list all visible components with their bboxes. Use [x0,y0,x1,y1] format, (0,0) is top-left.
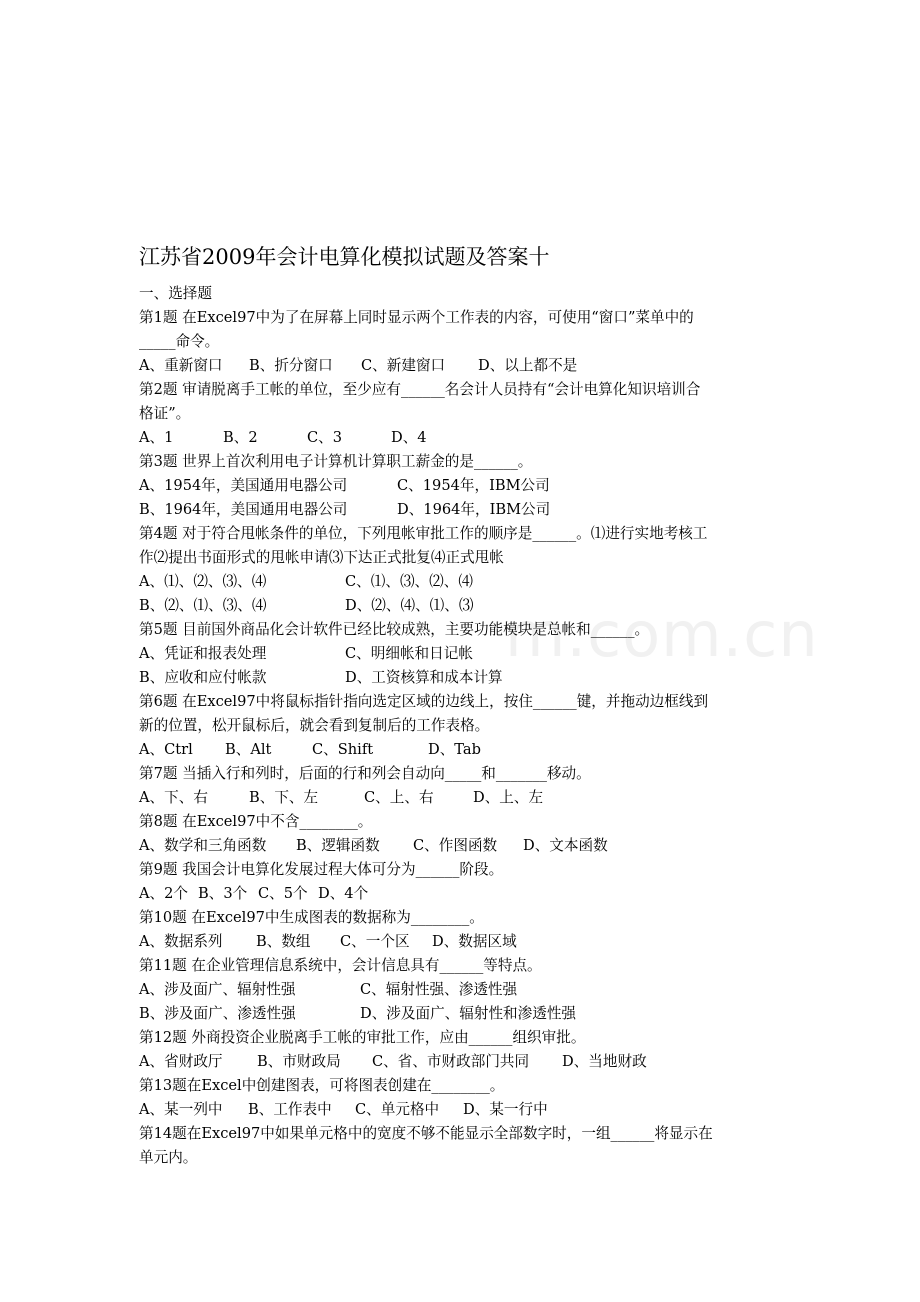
document-body [139,282,784,1170]
question-6-text: 第6题 在Excel97中将鼠标指针指向选定区域的边线上，按住______键，并拖动边框线到 [139,693,709,710]
option-d: D、上、左 [473,789,544,806]
question-3-text: 第3题 世界上首次利用电子计算机计算职工薪金的是______。 [139,453,533,470]
option-c: C、上、右 [364,789,434,806]
question-14-text: 第14题在Excel97中如果单元格中的宽度不够不能显示全部数字时，一组______将显示在 [139,1125,713,1142]
option-a: A、数据系列 [139,933,223,950]
question-2-text: 第2题 审请脱离手工帐的单位，至少应有______名会计人员持有“会计电算化知识培训合 [139,381,701,398]
option-b: B、逻辑函数 [296,837,380,854]
option-b: B、工作表中 [248,1101,332,1118]
option-c: C、省、市财政部门共同 [372,1053,530,1070]
option-c: C、单元格中 [355,1101,440,1118]
option-a: A、⑴、⑵、⑶、⑷ [139,573,267,590]
question-2-options [139,426,784,450]
question-7-options [139,786,784,810]
option-a: A、重新窗口 [139,357,223,374]
question-4-options-row2 [139,594,784,618]
option-c: C、一个区 [340,933,410,950]
option-a: A、1954年，美国通用电器公司 [139,477,348,494]
watermark: m.com.cn [505,598,819,671]
option-d: D、⑵、⑷、⑴、⑶ [345,597,474,614]
option-a: A、下、右 [139,789,208,806]
question-11-options-row2 [139,1002,784,1026]
option-d: D、涉及面广、辐射性和渗透性强 [360,1005,577,1022]
option-b: B、3个 [198,885,248,902]
question-5-text: 第5题 目前国外商品化会计软件已经比较成熟，主要功能模块是总帐和______。 [139,621,650,638]
option-b: B、下、左 [249,789,319,806]
option-d: D、文本函数 [523,837,608,854]
option-c: C、3 [307,429,343,446]
question-4-text-cont: 作⑵提出书面形式的甩帐申请⑶下达正式批复⑷正式甩帐 [139,549,504,566]
option-b: B、1964年，美国通用电器公司 [139,501,348,518]
document-title: 江苏省2009年会计电算化模拟试题及答案十 [139,245,550,269]
option-a: A、凭证和报表处理 [139,645,267,662]
option-d: D、工资核算和成本计算 [345,669,503,686]
question-5-options-row1 [139,642,784,666]
question-13-text: 第13题在Excel中创建图表，可将图表创建在________。 [139,1077,505,1094]
question-11-text: 第11题 在企业管理信息系统中，会计信息具有______等特点。 [139,957,542,974]
question-10-options [139,930,784,954]
question-8-options [139,834,784,858]
option-b: B、数组 [256,933,311,950]
question-1-text: 第1题 在Excel97中为了在屏幕上同时显示两个工作表的内容，可使用“窗口”菜单中的 [139,309,694,326]
option-b: B、折分窗口 [249,357,333,374]
option-a: A、省财政厅 [139,1053,223,1070]
question-7-text: 第7题 当插入行和列时，后面的行和列会自动向_____和_______移动。 [139,765,591,782]
option-a: A、1 [139,429,174,446]
question-1-text-cont: _____命令。 [139,333,220,350]
option-d: D、以上都不是 [478,357,578,374]
option-d: D、4个 [318,885,369,902]
question-12-text: 第12题 外商投资企业脱离手工帐的审批工作，应由______组织审批。 [139,1029,586,1046]
question-3-options-row1 [139,474,784,498]
question-4-text: 第4题 对于符合甩帐条件的单位，下列甩帐审批工作的顺序是______。⑴进行实地考核工 [139,525,708,542]
question-6-text-cont: 新的位置，松开鼠标后，就会看到复制后的工作表格。 [139,717,490,734]
question-12-options [139,1050,784,1074]
option-a: A、涉及面广、辐射性强 [139,981,296,998]
option-b: B、应收和应付帐款 [139,669,267,686]
option-c: C、1954年，IBM公司 [397,477,550,494]
section-heading: 一、选择题 [139,285,212,302]
option-d: D、1964年，IBM公司 [397,501,551,518]
option-c: C、作图函数 [413,837,498,854]
option-a: A、某一列中 [139,1101,223,1118]
option-a: A、数学和三角函数 [139,837,267,854]
option-c: C、⑴、⑶、⑵、⑷ [345,573,473,590]
option-c: C、5个 [258,885,308,902]
option-c: C、辐射性强、渗透性强 [360,981,518,998]
option-b: B、市财政局 [257,1053,341,1070]
option-c: C、新建窗口 [361,357,446,374]
option-d: D、某一行中 [463,1101,548,1118]
question-1-options [139,354,784,378]
question-13-options [139,1098,784,1122]
option-d: D、Tab [428,741,481,758]
option-d: D、数据区域 [432,933,517,950]
option-b: B、Alt [225,741,272,758]
question-2-text-cont: 格证”。 [139,405,191,422]
option-d: D、4 [391,429,427,446]
option-b: B、涉及面广、渗透性强 [139,1005,296,1022]
option-b: B、⑵、⑴、⑶、⑷ [139,597,267,614]
question-9-options [139,882,784,906]
question-4-options-row1 [139,570,784,594]
question-5-options-row2 [139,666,784,690]
option-c: C、明细帐和日记帐 [345,645,473,662]
question-3-options-row2 [139,498,784,522]
option-c: C、Shift [312,741,374,758]
question-8-text: 第8题 在Excel97中不含________。 [139,813,373,830]
option-a: A、Ctrl [139,741,193,758]
option-a: A、2个 [139,885,189,902]
question-11-options-row1 [139,978,784,1002]
option-d: D、当地财政 [562,1053,647,1070]
option-b: B、2 [223,429,258,446]
question-9-text: 第9题 我国会计电算化发展过程大体可分为______阶段。 [139,861,504,878]
question-10-text: 第10题 在Excel97中生成图表的数据称为________。 [139,909,484,926]
question-14-text-cont: 单元内。 [139,1149,198,1166]
question-6-options [139,738,784,762]
